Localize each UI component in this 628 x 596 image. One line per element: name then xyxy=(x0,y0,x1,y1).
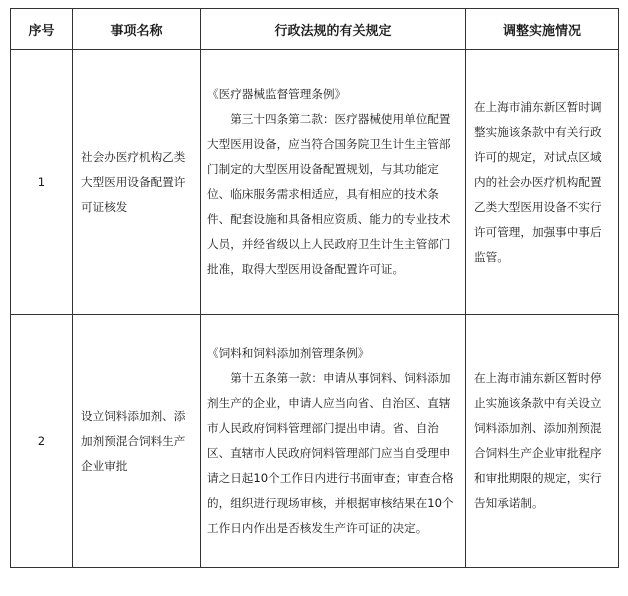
item-name: 社会办医疗机构乙类大型医用设备配置许可证核发 xyxy=(73,50,201,315)
header-regulation: 行政法规的有关规定 xyxy=(201,9,466,50)
adjustment-text: 在上海市浦东新区暂时停止实施该条款中有关设立饲料添加剂、添加剂预混合饲料生产企业审批程序和审批期限的规定，实行告知承诺制。 xyxy=(466,315,619,568)
row-number: 2 xyxy=(11,315,73,568)
header-row xyxy=(11,9,619,50)
row-number: 1 xyxy=(11,50,73,315)
item-name: 设立饲料添加剂、添加剂预混合饲料生产企业审批 xyxy=(73,315,201,568)
article-text: 第三十四条第二款：医疗器械使用单位配置大型医用设备，应当符合国务院卫生计生主管部门制定的大型医用设备配置规划，与其功能定位、临床服务需求相适应，具有相应的技术条件、配套设施和具备相应资质、能力的专业技术人员，并经省级以上人民政府卫生计生主管部门批准，取得大型医用设备配置许可证。 xyxy=(207,112,451,276)
law-title: 《医疗器械监督管理条例》 xyxy=(207,87,347,101)
article-text: 第十五条第一款：申请从事饲料、饲料添加剂生产的企业，申请人应当向省、自治区、直辖市人民政府饲料管理部门提出申请。省、自治区、直辖市人民政府饲料管理部门应当自受理申请之日起10个工作日内进行书面审查；审查合格的，组织进行现场审核，并根据审核结果在10个工作日内作出是否核发生产许可证的决定。 xyxy=(207,371,454,535)
table-row xyxy=(11,50,619,315)
table-row xyxy=(11,315,619,568)
regulation-cell xyxy=(201,50,466,315)
regulation-cell xyxy=(201,315,466,568)
regulation-table xyxy=(10,8,619,568)
header-item-name: 事项名称 xyxy=(73,9,201,50)
adjustment-text: 在上海市浦东新区暂时调整实施该条款中有关行政许可的规定，对试点区域内的社会办医疗机构配置乙类大型医用设备不实行许可管理，加强事中事后监管。 xyxy=(466,50,619,315)
header-adjustment: 调整实施情况 xyxy=(466,9,619,50)
law-title: 《饲料和饲料添加剂管理条例》 xyxy=(207,346,370,360)
header-num: 序号 xyxy=(11,9,73,50)
